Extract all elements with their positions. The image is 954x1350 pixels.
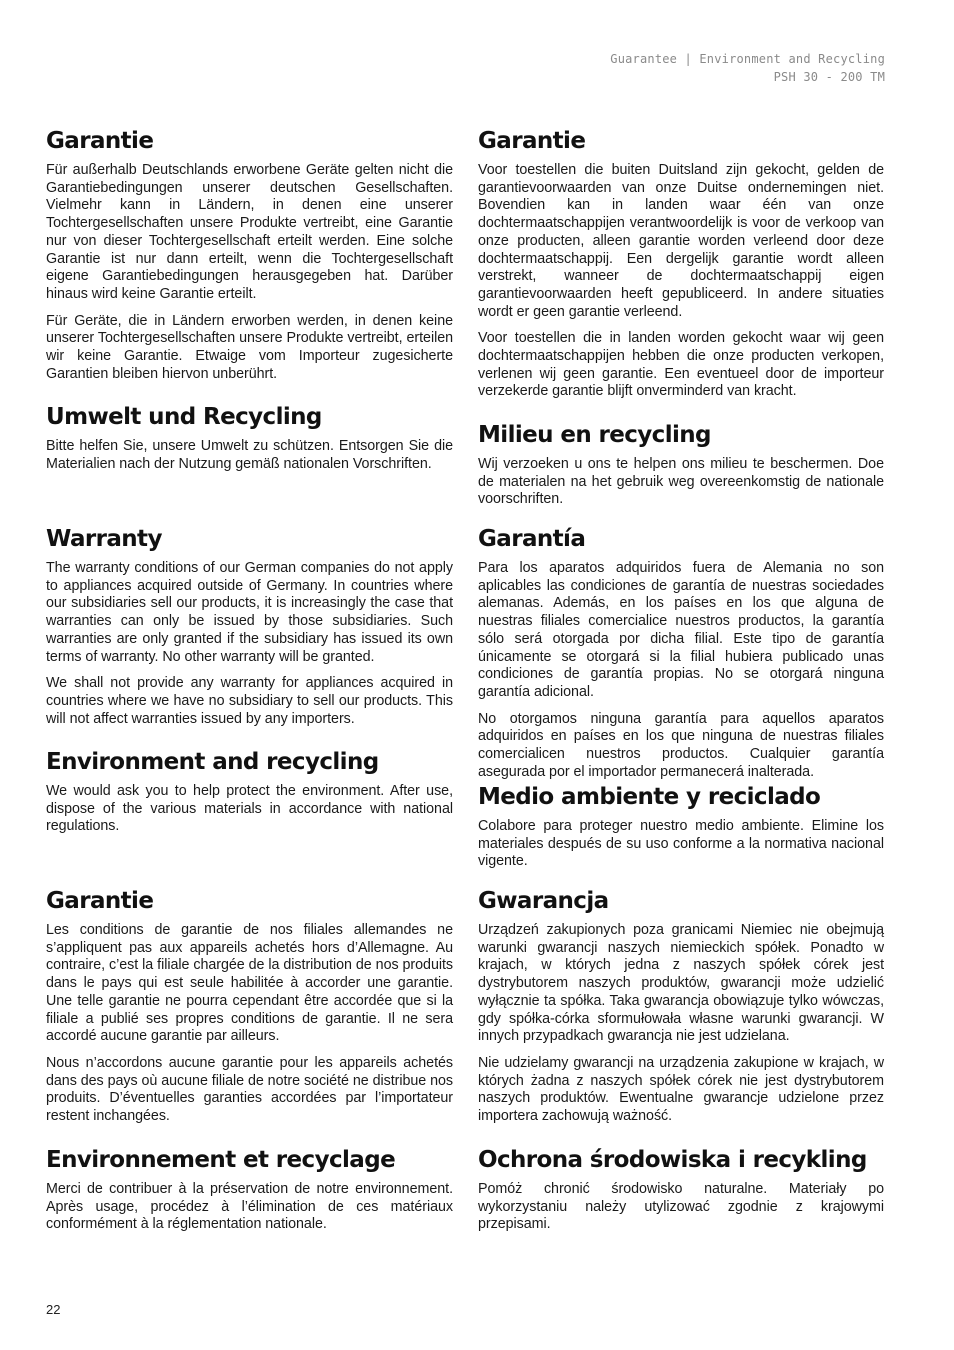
section-heading: Garantie	[46, 888, 154, 914]
section-es-environment	[478, 782, 884, 880]
section-es-warranty	[478, 524, 884, 790]
paragraph: Para los aparatos adquiridos fuera de Alemania no son aplicables las condiciones de garantía de nuestras sociedades alemanas. Además, en los países en los que alguna de nuestras filiales comercialice nuestros productos, la garantía sólo será otorgada por dicha filial. Este tipo de garantía únicamente se otorgará si la filial hubiera publicado unas condiciones de garantía propias. No se otorgará ninguna garantía adicional.	[478, 560, 884, 700]
paragraph: Les conditions de garantie de nos filiales allemandes ne s’appliquent pas aux appareils achetés hors d’Allemagne. Au contraire, c’est la filiale chargée de la distribution de nos produits dans le pays qui est seule habilitée à accorder une garantie. Une telle garantie ne pourra cependant être accordée que si la filiale a publié ses propres conditions de garantie. Il ne sera accordé aucune garantie par ailleurs.	[46, 922, 453, 1045]
paragraph: Pomóż chronić środowisko naturalne. Materiały po wykorzystaniu należy utylizować zgodnie z krajowymi przepisami.	[478, 1181, 884, 1233]
paragraph: Für außerhalb Deutschlands erworbene Geräte gelten nicht die Garantiebedingungen unserer deutschen Gesellschaften. Vielmehr kann in Ländern, in denen eine unserer Tochtergesellschaften unsere Produkte vertreibt, eine Garantie nur von dieser Tochtergesellschaft erteilt werden. Eine solche Garantie ist nur dann erteilt, wenn die Tochtergesellschaft eigene Garantiebedingungen herausgegeben hat. Darüber hinaus wird keine Garantie erteilt.	[46, 162, 453, 302]
section-en-environment	[46, 747, 453, 845]
paragraph: Für Geräte, die in Ländern erworben werden, in denen keine unserer Tochtergesellschaften unsere Produkte vertreibt, erteilen wir keine Garantie. Etwaige vom Importeur zugesicherte Garantien bleiben hiervon unberührt.	[46, 312, 453, 382]
header-section-title: Guarantee | Environment and Recycling	[610, 52, 885, 66]
section-heading: Gwarancja	[478, 888, 609, 914]
section-heading: Environment and recycling	[46, 749, 379, 775]
header-model: PSH 30 - 200 TM	[773, 70, 885, 84]
paragraph: No otorgamos ninguna garantía para aquellos aparatos adquiridos en países en los que ninguna de nuestras filiales comercialicen nuestros productos. Cualquier garantía asegurada por el importador permanecerá inalterada.	[478, 710, 884, 780]
section-fr-warranty	[46, 886, 453, 1135]
paragraph: Urządzeń zakupionych poza granicami Niemiec nie obejmują warunki gwarancji naszych niemieckich spółek. Ponadto w krajach, w których jedna z naszych spółek córek jest dystrybutorem naszych produktów, gwarancji może udzielić wyłącznie ta spółka. Taka gwarancja obowiązuje tylko wówczas, gdy spółka-córka sformułowała własne warunki gwarancji. W innych przypadkach gwarancja nie jest udzielana.	[478, 922, 884, 1045]
section-heading: Umwelt und Recycling	[46, 404, 322, 430]
paragraph: We would ask you to help protect the environment. After use, dispose of the various materials in accordance with national regulations.	[46, 783, 453, 835]
section-nl-warranty	[478, 126, 884, 410]
paragraph: Wij verzoeken u ons te helpen ons milieu te beschermen. Doe de materialen na het gebruik weg overeenkomstig de nationale voorschriften.	[478, 456, 884, 508]
paragraph: The warranty conditions of our German companies do not apply to appliances acquired outside of Germany. In countries where our subsidiaries sell our products, it is increasingly the case that warranties can only be issued by those subsidiaries. Such warranties are only granted if the subsidiary has issued its own terms of warranty. No other warranty will be granted.	[46, 560, 453, 665]
section-nl-environment	[478, 420, 884, 518]
page-number: 22	[46, 1302, 61, 1317]
paragraph: Nous n’accordons aucune garantie pour les appareils achetés dans des pays où aucune filiale de notre société ne distribue nos produits. D’éventuelles garanties accordées par l’importateur restent inchangées.	[46, 1054, 453, 1125]
paragraph: Voor toestellen die in landen worden gekocht waar wij geen dochtermaatschappijen hebben die onze producten verkopen, verlenen wij geen garantie. Een eventueel door de importeur verzekerde garantie blijft onverminderd van kracht.	[478, 330, 884, 400]
section-heading: Garantie	[478, 128, 586, 154]
paragraph: Colabore para proteger nuestro medio ambiente. Elimine los materiales después de su uso conforme a la normativa nacional vigente.	[478, 818, 884, 870]
paragraph: We shall not provide any warranty for appliances acquired in countries where we have no subsidiary to sell our products. This will not affect warranties issued by any importers.	[46, 675, 453, 727]
section-pl-environment	[478, 1145, 884, 1243]
section-pl-warranty	[478, 886, 884, 1135]
section-heading: Medio ambiente y reciclado	[478, 784, 821, 810]
section-heading: Garantía	[478, 526, 586, 552]
section-fr-environment	[46, 1145, 453, 1243]
section-heading: Ochrona środowiska i recykling	[478, 1147, 867, 1173]
section-heading: Milieu en recycling	[478, 422, 711, 448]
paragraph: Merci de contribuer à la préservation de notre environnement. Après usage, procédez à l’élimination de ces matériaux conformément à la réglementation nationale.	[46, 1181, 453, 1233]
section-de-environment	[46, 402, 453, 482]
paragraph: Voor toestellen die buiten Duitsland zijn gekocht, gelden de garantievoorwaarden van onze Duitse ondernemingen niet. Bovendien kan in landen waar één van onze dochtermaatschappijen verantwoordelijk is voor de verkoop van onze producten, alleen garantie worden verleend door deze dochtermaatschappij. Een dergelijk garantie wordt alleen verstrekt, wanneer de dochtermaatschappij eigen garantievoorwaarden heeft gepubliceerd. In andere situaties wordt er geen garantie verleend.	[478, 162, 884, 320]
section-heading: Garantie	[46, 128, 154, 154]
paragraph: Nie udzielamy gwarancji na urządzenia zakupione w krajach, w których żadna z naszych spółek córek nie jest dystrybutorem naszych produktów. Ewentualne gwarancje udzielone przez importera zachowują ważność.	[478, 1054, 884, 1125]
section-en-warranty	[46, 524, 453, 737]
page-header	[610, 50, 885, 86]
paragraph: Bitte helfen Sie, unsere Umwelt zu schützen. Entsorgen Sie die Materialien nach der Nutzung gemäß nationalen Vorschriften.	[46, 438, 453, 472]
section-heading: Warranty	[46, 526, 162, 552]
section-de-warranty	[46, 126, 453, 392]
section-heading: Environnement et recyclage	[46, 1147, 396, 1173]
